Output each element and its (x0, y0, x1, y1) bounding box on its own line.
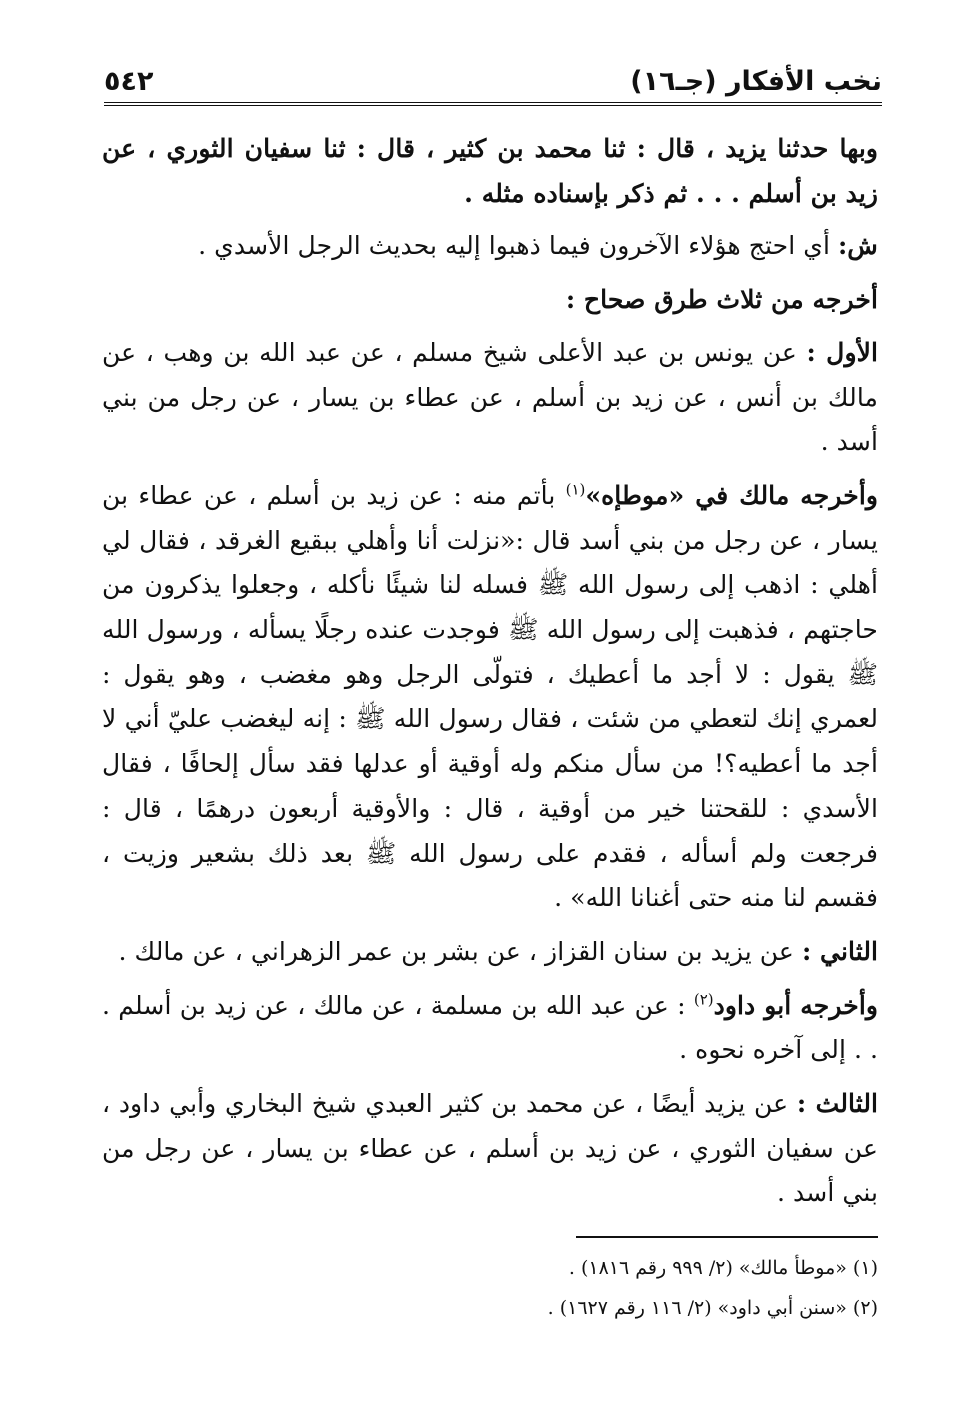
paragraph-malik-hadith (102, 473, 878, 921)
paragraph-lead: وأخرجه مالك في «موطإه» (585, 479, 878, 510)
paragraph-text: أي احتج هؤلاء الآخرون فيما ذهبوا إليه بحديث الرجل الأسدي . (198, 231, 838, 261)
paragraph-abu-dawud (102, 983, 878, 1073)
footnote-ref[interactable]: (٢) (693, 990, 714, 1009)
header-divider (104, 102, 882, 108)
footnote-divider (576, 1236, 878, 1238)
paragraph-text: بأتم منه : عن زيد بن أسلم ، عن عطاء بن يسار ، عن رجل من بني أسد قال :«نزلت أنا وأهلي ببقيع الغرقد ، فقال لي أهلي : اذهب إلى رسول الله ﷺ فسله لنا شيئًا نأكله ، وجعلوا يذكرون من حاجتهم ، فذهبت إلى رسول الله ﷺ فوجدت عنده رجلًا يسأله ، ورسول الله ﷺ يقول : لا أجد ما أعطيك ، فتولّى الرجل وهو مغضب ، وهو يقول : لعمري إنك لتعطي من شئت ، فقال رسول الله ﷺ : إنه ليغضب عليّ أني لا أجد ما أعطيه؟! من سأل منكم وله أوقية أو عدلها فقد سأل إلحافًا ، فقال الأسدي : للقحتنا خير من أوقية ، قال : والأوقية أربعون درهمًا ، قال : فرجعت ولم أسأله ، فقدم على رسول الله ﷺ بعد ذلك بشعير وزيت ، فقسم لنا منه حتى أغنانا الله» . (102, 480, 878, 913)
paragraph-first-route (102, 330, 878, 465)
footnotes (102, 1248, 878, 1328)
paragraph-lead: الثاني : (801, 935, 878, 966)
paragraph-text: عن يزيد أيضًا ، عن محمد بن كثير العبدي شيخ البخاري وأبي داود ، عن سفيان الثوري ، عن زيد بن أسلم ، عن عطاء بن يسار ، عن رجل من بني أسد . (102, 1089, 878, 1208)
page-number: ٥٤٢ (104, 66, 154, 97)
paragraph-lead: الثالث : (796, 1088, 879, 1119)
main-text (102, 126, 878, 1224)
paragraph-lead: ش: (837, 230, 878, 261)
footnote-2: (٢) «سنن أبي داود» (٢/ ١١٦ رقم ١٦٢٧) . (547, 1297, 878, 1319)
paragraph-lead: الأول : (806, 336, 878, 367)
paragraph-text: عن يونس بن عبد الأعلى شيخ مسلم ، عن عبد الله بن وهب ، عن مالك بن أنس ، عن زيد بن أسلم ، عن عطاء بن يسار ، عن رجل من بني أسد . (102, 337, 878, 457)
paragraph-text: عن يزيد بن سنان القزاز ، عن بشر بن عمر الزهراني ، عن مالك . (118, 936, 802, 966)
book-title: نخب الأفكار (جـ١٦) (630, 66, 882, 97)
running-header (104, 60, 882, 106)
paragraph-chain-narration (102, 126, 878, 215)
paragraph-text: : عن عبد الله بن مسلمة ، عن مالك ، عن زيد بن أسلم . . . إلى آخره نحوه . (102, 990, 878, 1065)
paragraph-third-route (102, 1081, 878, 1216)
footnote-ref[interactable]: (١) (565, 480, 586, 499)
footnote-1: (١) «موطأ مالك» (٢/ ٩٩٩ رقم ١٨١٦) . (568, 1257, 878, 1279)
paragraph-second-route (102, 929, 878, 975)
paragraph-lead: وأخرجه أبو داود (713, 989, 878, 1020)
paragraph-text: وبها حدثنا يزيد ، قال : ثنا محمد بن كثير ، قال : ثنا سفيان الثوري ، عن زيد بن أسلم . . . ثم ذكر بإسناده مثله . (102, 133, 878, 208)
paragraph-text: أخرجه من ثلاث طرق صحاح : (565, 284, 878, 315)
paragraph-three-routes (102, 277, 878, 322)
paragraph-commentary (102, 223, 878, 269)
